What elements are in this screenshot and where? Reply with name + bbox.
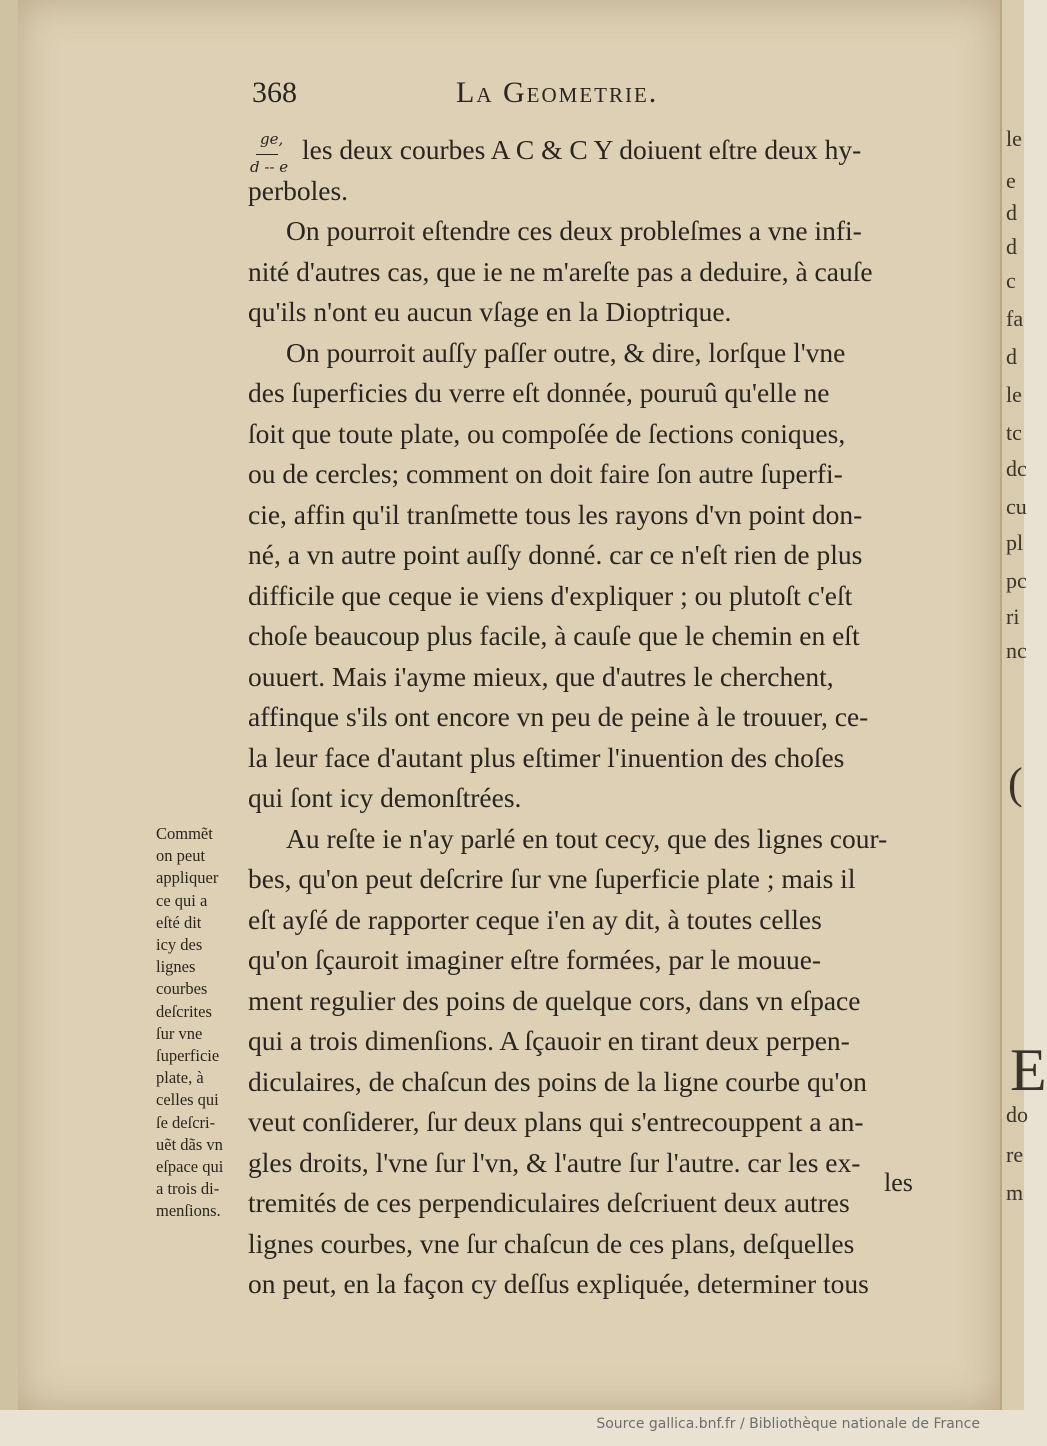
text-line: choſe beaucoup plus facile, à cauſe que le chemin en eſt	[248, 620, 860, 651]
text-line: Au reſte ie n'ay parlé en tout cecy, que des lignes cour-	[286, 822, 888, 854]
marginal-note-line: deſcrites	[156, 1001, 212, 1021]
marginal-note-line: Commẽt	[156, 824, 213, 843]
text-line: qu'ils n'ont eu aucun vſage en la Dioptrique.	[248, 296, 732, 327]
catchword: les	[884, 1168, 913, 1197]
facing-page-fragment: c	[1006, 268, 1016, 293]
running-head	[248, 76, 938, 116]
facing-page-fragment: (	[1008, 759, 1023, 808]
page-number: 368	[252, 76, 297, 109]
facing-page-fragment: e	[1006, 168, 1016, 193]
text-line: né, a vn autre point auſſy donné. car ce n'eſt rien de plus	[248, 539, 863, 570]
text-line: ou de cercles; comment on doit faire ſon autre ſuperfi-	[248, 458, 843, 489]
facing-page-fragment: m	[1006, 1180, 1024, 1205]
facing-page-fragment: le	[1006, 126, 1022, 151]
text-line: qui ſont icy demonſtrées.	[248, 782, 522, 813]
text-line: qui a trois dimenſions. A ſçauoir en tirant deux perpen-	[248, 1025, 850, 1056]
body-text	[248, 130, 938, 1305]
formula-denominator: d -- e	[250, 158, 289, 176]
text-line: ment regulier des poins de quelque cors, dans vn eſpace	[248, 984, 861, 1016]
text-line: cie, affin qu'il tranſmette tous les rayons d'vn point don-	[248, 498, 863, 530]
marginal-note-line: eſpace qui	[156, 1157, 224, 1177]
text-line: lignes courbes, vne ſur chaſcun de ces plans, deſquelles	[248, 1227, 855, 1259]
facing-page-fragment: d	[1006, 234, 1017, 259]
text-line: gles droits, l'vne ſur l'vn, & l'autre ſur l'autre. car les ex-	[248, 1146, 861, 1178]
text-line: des ſuperficies du verre eſt donnée, pouruû qu'elle ne	[248, 377, 830, 408]
facing-page-fragment: re	[1006, 1142, 1024, 1167]
marginal-note-line: icy des	[156, 935, 203, 955]
marginal-note-line: ſur vne	[156, 1023, 203, 1043]
formula-numerator: ge,	[260, 130, 284, 148]
facing-page-fragment: tc	[1006, 420, 1022, 445]
marginal-note-line: menſions.	[156, 1201, 221, 1221]
text-line: perboles.	[248, 174, 349, 206]
marginal-note-line: lignes	[156, 957, 196, 977]
text-line: ſoit que toute plate, ou compoſée de ſections coniques,	[248, 417, 846, 449]
text-line: qu'on ſçauroit imaginer eſtre formées, par le mouue-	[248, 944, 822, 975]
marginal-note-line: uẽt dãs vn	[156, 1134, 223, 1154]
marginal-note-line: appliquer	[156, 868, 219, 888]
facing-page-fragment: d	[1006, 344, 1017, 369]
text-line: les deux courbes A C & C Y doiuent eſtre deux hy-	[302, 134, 862, 165]
facing-page-fragment: pc	[1006, 568, 1027, 593]
marginal-note-line: eſté dit	[156, 912, 202, 932]
text-line: tremités de ces perpendiculaires deſcriuent deux autres	[248, 1187, 850, 1218]
text-line: bes, qu'on peut deſcrire ſur vne ſuperficie plate ; mais il	[248, 863, 856, 894]
facing-page-fragment: do	[1006, 1102, 1028, 1127]
text-line: nité d'autres cas, que ie ne m'areſte pas a deduire, à cauſe	[248, 255, 873, 287]
marginal-note-line: courbes	[156, 979, 208, 999]
running-title: La Geometrie.	[456, 76, 659, 109]
facing-page-fragment: cu	[1006, 494, 1027, 519]
facing-page-fragment: le	[1006, 382, 1022, 407]
text-line: on peut, en la façon cy deſſus expliquée, determiner tous	[248, 1268, 869, 1299]
facing-page-fragment: dc	[1006, 456, 1027, 481]
facing-page-fragment: pl	[1006, 530, 1024, 555]
marginal-note	[156, 823, 256, 1223]
text-line: la leur face d'autant plus eſtimer l'inuention des choſes	[248, 741, 845, 773]
source-credit: Source gallica.bnf.fr / Bibliothèque nationale de France	[596, 1416, 980, 1432]
text-line: diculaires, de chaſcun des poins de la ligne courbe qu'on	[248, 1065, 867, 1097]
marginal-note-line: celles qui	[156, 1090, 219, 1110]
facing-page-fragment: ri	[1006, 604, 1020, 629]
marginal-note-line: ſuperficie	[156, 1046, 220, 1066]
text-line: On pourroit auſſy paſſer outre, & dire, lorſque l'vne	[286, 336, 846, 368]
facing-page-fragment: fa	[1006, 306, 1024, 331]
marginal-note-line: ce qui a	[156, 890, 208, 910]
text-line: difficile que ceque ie viens d'expliquer ; ou plutoſt c'eſt	[248, 579, 853, 611]
facing-page-strip	[1002, 0, 1047, 1410]
marginal-note-line: plate, à	[156, 1068, 204, 1088]
text-line: affinque s'ils ont encore vn peu de peine à le trouuer, ce-	[248, 701, 869, 732]
page-left-edge	[0, 0, 18, 1410]
text-line: On pourroit eſtendre ces deux probleſmes a vne infi-	[286, 215, 862, 246]
marginal-note-line: ſe deſcri-	[156, 1112, 216, 1132]
text-line: eſt ayſé de rapporter ceque i'en ay dit, à toutes celles	[248, 903, 822, 935]
facing-page-fragment: nc	[1006, 638, 1027, 663]
marginal-note-line: a trois di-	[156, 1179, 220, 1199]
text-line: veut conſiderer, ſur deux plans qui s'entrecouppent a an-	[248, 1106, 864, 1137]
facing-page-fragment: d	[1006, 200, 1017, 225]
text-line: ouuert. Mais i'ayme mieux, que d'autres le cherchent,	[248, 660, 834, 692]
facing-page-fragment: E	[1010, 1037, 1047, 1103]
marginal-note-line: on peut	[156, 846, 206, 866]
